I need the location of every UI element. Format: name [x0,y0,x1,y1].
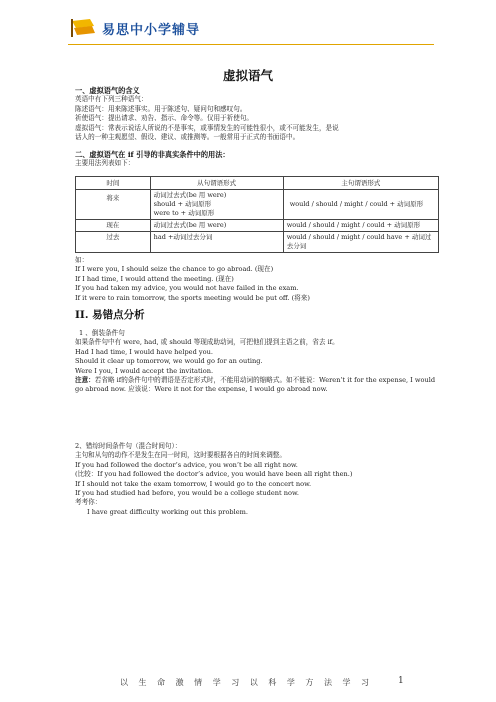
test-sentence: I have great difficulty working out this problem. [87,507,248,516]
section-meaning [75,86,439,142]
page-number: 1 [398,676,404,686]
table-cell: 动词过去式(be 用 were) [150,220,283,232]
document-title: 虚拟语气 [222,68,273,83]
rule-text: 主句和从句的动作不是发生在同一时间，这时要根据各自的时间来调整。 [75,451,286,460]
examples-label: 如： [75,256,89,264]
text-line: 话人的一种主观愿望、假设、建议、或推测等。一般常用于正式的书面语中。 [75,133,300,142]
table-cell: had +动词过去分词 [150,232,283,253]
text-line: 祈使语气：提出请求、劝告、指示、命令等。仅用于祈使句。 [75,114,254,123]
section-heading: 一、虚拟语气的含义 [75,86,140,95]
table-cell: would / should / might / could have + 动词过去分词 [283,232,438,253]
note-label: 注意： [75,376,95,385]
table-cell-line: were to + 动词原形 [153,209,215,217]
rule-text: 如果条件句中有 were, had, 或 should 等现成助动词，可把他们提到主语之前，省去 if。 [75,338,339,347]
text-line: 虚拟语气：常表示说话人所说的不是事实，或事情发生的可能性很小，或不可能发生，是说 [75,123,339,132]
table-row [76,220,439,232]
table-header-cell: 主句谓语形式 [283,177,438,190]
table-cell: would / should / might / could + 动词原形 [283,190,438,220]
note-paragraph [75,376,439,395]
example-sentence: If I had time, I would attend the meeting. (现在) [75,274,234,283]
table-header-row [76,177,439,190]
table-cell: 将来 [76,190,151,220]
table-cell: 过去 [76,232,151,253]
example-sentence: Should it clear up tomorrow, we would go for an outing. [75,357,263,366]
section-heading: 二、虚拟语气在 if 引导的非真实条件中的用法： [75,150,230,159]
table-cell-line: 动词过去式(be 用 were) [153,191,227,199]
example-sentence: Were I you, I would accept the invitation. [75,366,214,375]
inverted-conditionals [75,329,439,395]
section-heading: II. 易错点分析 [75,309,145,321]
footer-motto: 以 生 命 激 情 学 习 以 科 学 方 法 学 习 [120,678,374,687]
example-sentence: If it were to rain tomorrow, the sports meeting would be put off. (将来) [75,293,310,302]
example-sentence: If you had taken my advice, you would not have failed in the exam. [75,284,299,293]
subsection-heading: 1 、倒装条件句 [79,329,125,337]
table-cell: 现在 [76,220,151,232]
subsection-heading: 2、错综时间条件句（混合时间句）： [75,442,182,450]
text-line: 英语中有下列三种语气： [75,95,148,104]
header [70,14,200,42]
example-sentence: If I were you, I should seize the chance to go abroad. (现在) [75,265,274,274]
example-sentence: Had I had time, I would have helped you. [75,347,213,356]
section-error-analysis [75,311,439,320]
example-sentence: If you had followed the doctor’s advice, you won’t be all right now. [75,460,298,469]
logo-text: 易思中小学辅导 [102,22,201,38]
table-cell: would / should / might / could + 动词原形 [283,220,438,232]
test-label: 考考你： [75,498,102,507]
table-row [76,232,439,253]
mixed-time-conditionals [75,442,439,517]
note-text: 若省略 if的条件句中的谓语是否定形式时，不能用动词的缩略式。如不能说：Weren’t it for the expense, I would go abroad now. 应该说：Were it not for the expense, I would go abroad now. [75,376,436,394]
table-header-cell: 时间 [76,177,151,190]
header-divider [68,44,434,45]
example-sentence: (比较：If you had followed the doctor’s advice, you would have been all right then.) [75,470,353,479]
examples-block [75,256,439,303]
text-line: 主要用法列表如下： [75,159,135,168]
table-row [76,190,439,220]
example-sentence: If you had studied had before, you would be a college student now. [75,489,299,498]
logo-flag-icon [70,18,96,38]
example-sentence: If I should not take the exam tomorrow, I would go to the concert now. [75,479,312,488]
table-cell [150,190,283,220]
text-line: 陈述语气：用来陈述事实。用于陈述句、疑问句和感叹句。 [75,104,247,113]
section-if-usage [75,150,439,169]
table-cell-line: should + 动词原形 [153,200,212,208]
tense-table [75,176,439,253]
table-header-cell: 从句谓语形式 [150,177,283,190]
